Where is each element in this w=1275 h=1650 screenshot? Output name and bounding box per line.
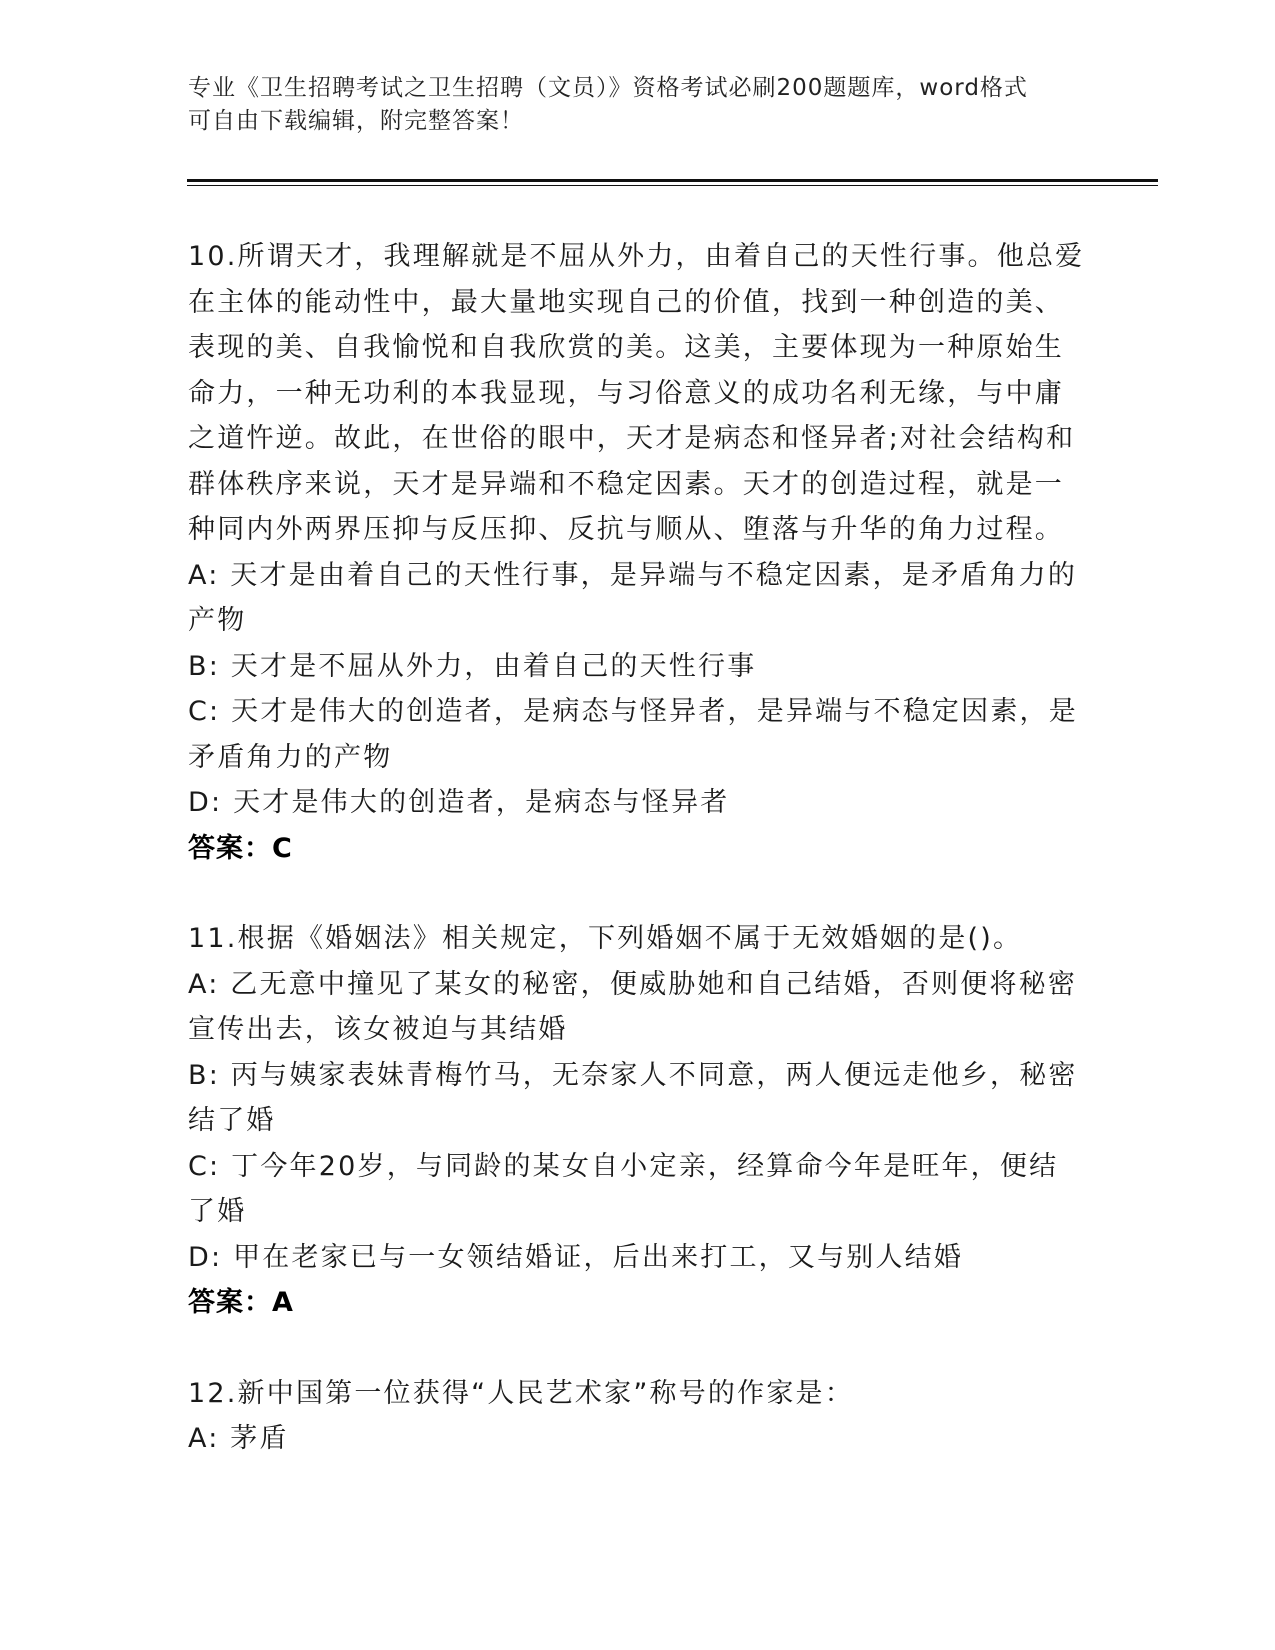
stem-line: 在主体的能动性中，最大量地实现自己的价值，找到一种创造的美、 [188,286,1064,318]
option-line: 矛盾角力的产物 [188,741,393,773]
option-b [188,1053,1088,1144]
question-12 [188,1371,1088,1462]
stem-line: 群体秩序来说，天才是异端和不稳定因素。天才的创造过程，就是一 [188,468,1064,500]
question-10 [188,234,1088,871]
option-line: 结了婚 [188,1105,276,1136]
option-c [188,1144,1088,1235]
header-divider-thin [187,185,1158,186]
option-line: C: 丁今年20岁，与同龄的某女自小定亲，经算命今年是旺年，便结 [188,1150,1059,1182]
option-line: D: 天才是伟大的创造者，是病态与怪异者 [188,787,730,818]
option-d [188,780,1088,826]
option-a [188,962,1088,1053]
option-line: C: 天才是伟大的创造者，是病态与怪异者，是异端与不稳定因素，是 [188,696,1078,727]
stem-line: 10.所谓天才，我理解就是不屈从外力，由着自己的天性行事。他总爱 [188,241,1085,272]
question-stem [188,916,1088,962]
document-header [188,72,1088,138]
header-divider-thick [187,179,1158,182]
header-title-line-2: 可自由下载编辑，附完整答案！ [188,108,524,134]
option-line: B: 天才是不屈从外力，由着自己的天性行事 [188,650,757,682]
option-line: A: 天才是由着自己的天性行事，是异端与不稳定因素，是矛盾角力的 [188,559,1078,591]
option-a [188,1416,1088,1462]
question-stem [188,234,1088,553]
option-line: 宣传出去，该女被迫与其结婚 [188,1014,568,1045]
stem-line: 命力，一种无功利的本我显现，与习俗意义的成功名利无缘，与中庸 [188,377,1064,409]
question-stem [188,1371,1088,1417]
header-title-line-1: 专业《卫生招聘考试之卫生招聘（文员）》资格考试必刷200题题库，word格式 [188,75,1028,101]
stem-line: 11.根据《婚姻法》相关规定，下列婚姻不属于无效婚姻的是()。 [188,923,1023,954]
option-d [188,1235,1088,1281]
stem-line: 之道忤逆。故此，在世俗的眼中，天才是病态和怪异者;对社会结构和 [188,423,1076,454]
stem-line: 种同内外两界压抑与反压抑、反抗与顺从、堕落与升华的角力过程。 [188,514,1064,545]
stem-line: 表现的美、自我愉悦和自我欣赏的美。这美，主要体现为一种原始生 [188,332,1064,363]
option-line: D: 甲在老家已与一女领结婚证，后出来打工，又与别人结婚 [188,1241,964,1273]
answer-label: 答案：C [188,832,293,864]
option-line: A: 茅盾 [188,1423,289,1454]
option-line: 了婚 [188,1196,247,1227]
option-c [188,689,1088,780]
option-a [188,553,1088,644]
option-line: B: 丙与姨家表妹青梅竹马，无奈家人不同意，两人便远走他乡，秘密 [188,1059,1078,1091]
option-line: A: 乙无意中撞见了某女的秘密，便威胁她和自己结婚，否则便将秘密 [188,968,1078,1000]
stem-line: 12.新中国第一位获得“人民艺术家”称号的作家是： [188,1377,854,1409]
option-line: 产物 [188,605,247,636]
answer-label: 答案：A [188,1287,294,1318]
option-b [188,644,1088,690]
question-list [188,234,1088,1507]
question-11 [188,916,1088,1326]
